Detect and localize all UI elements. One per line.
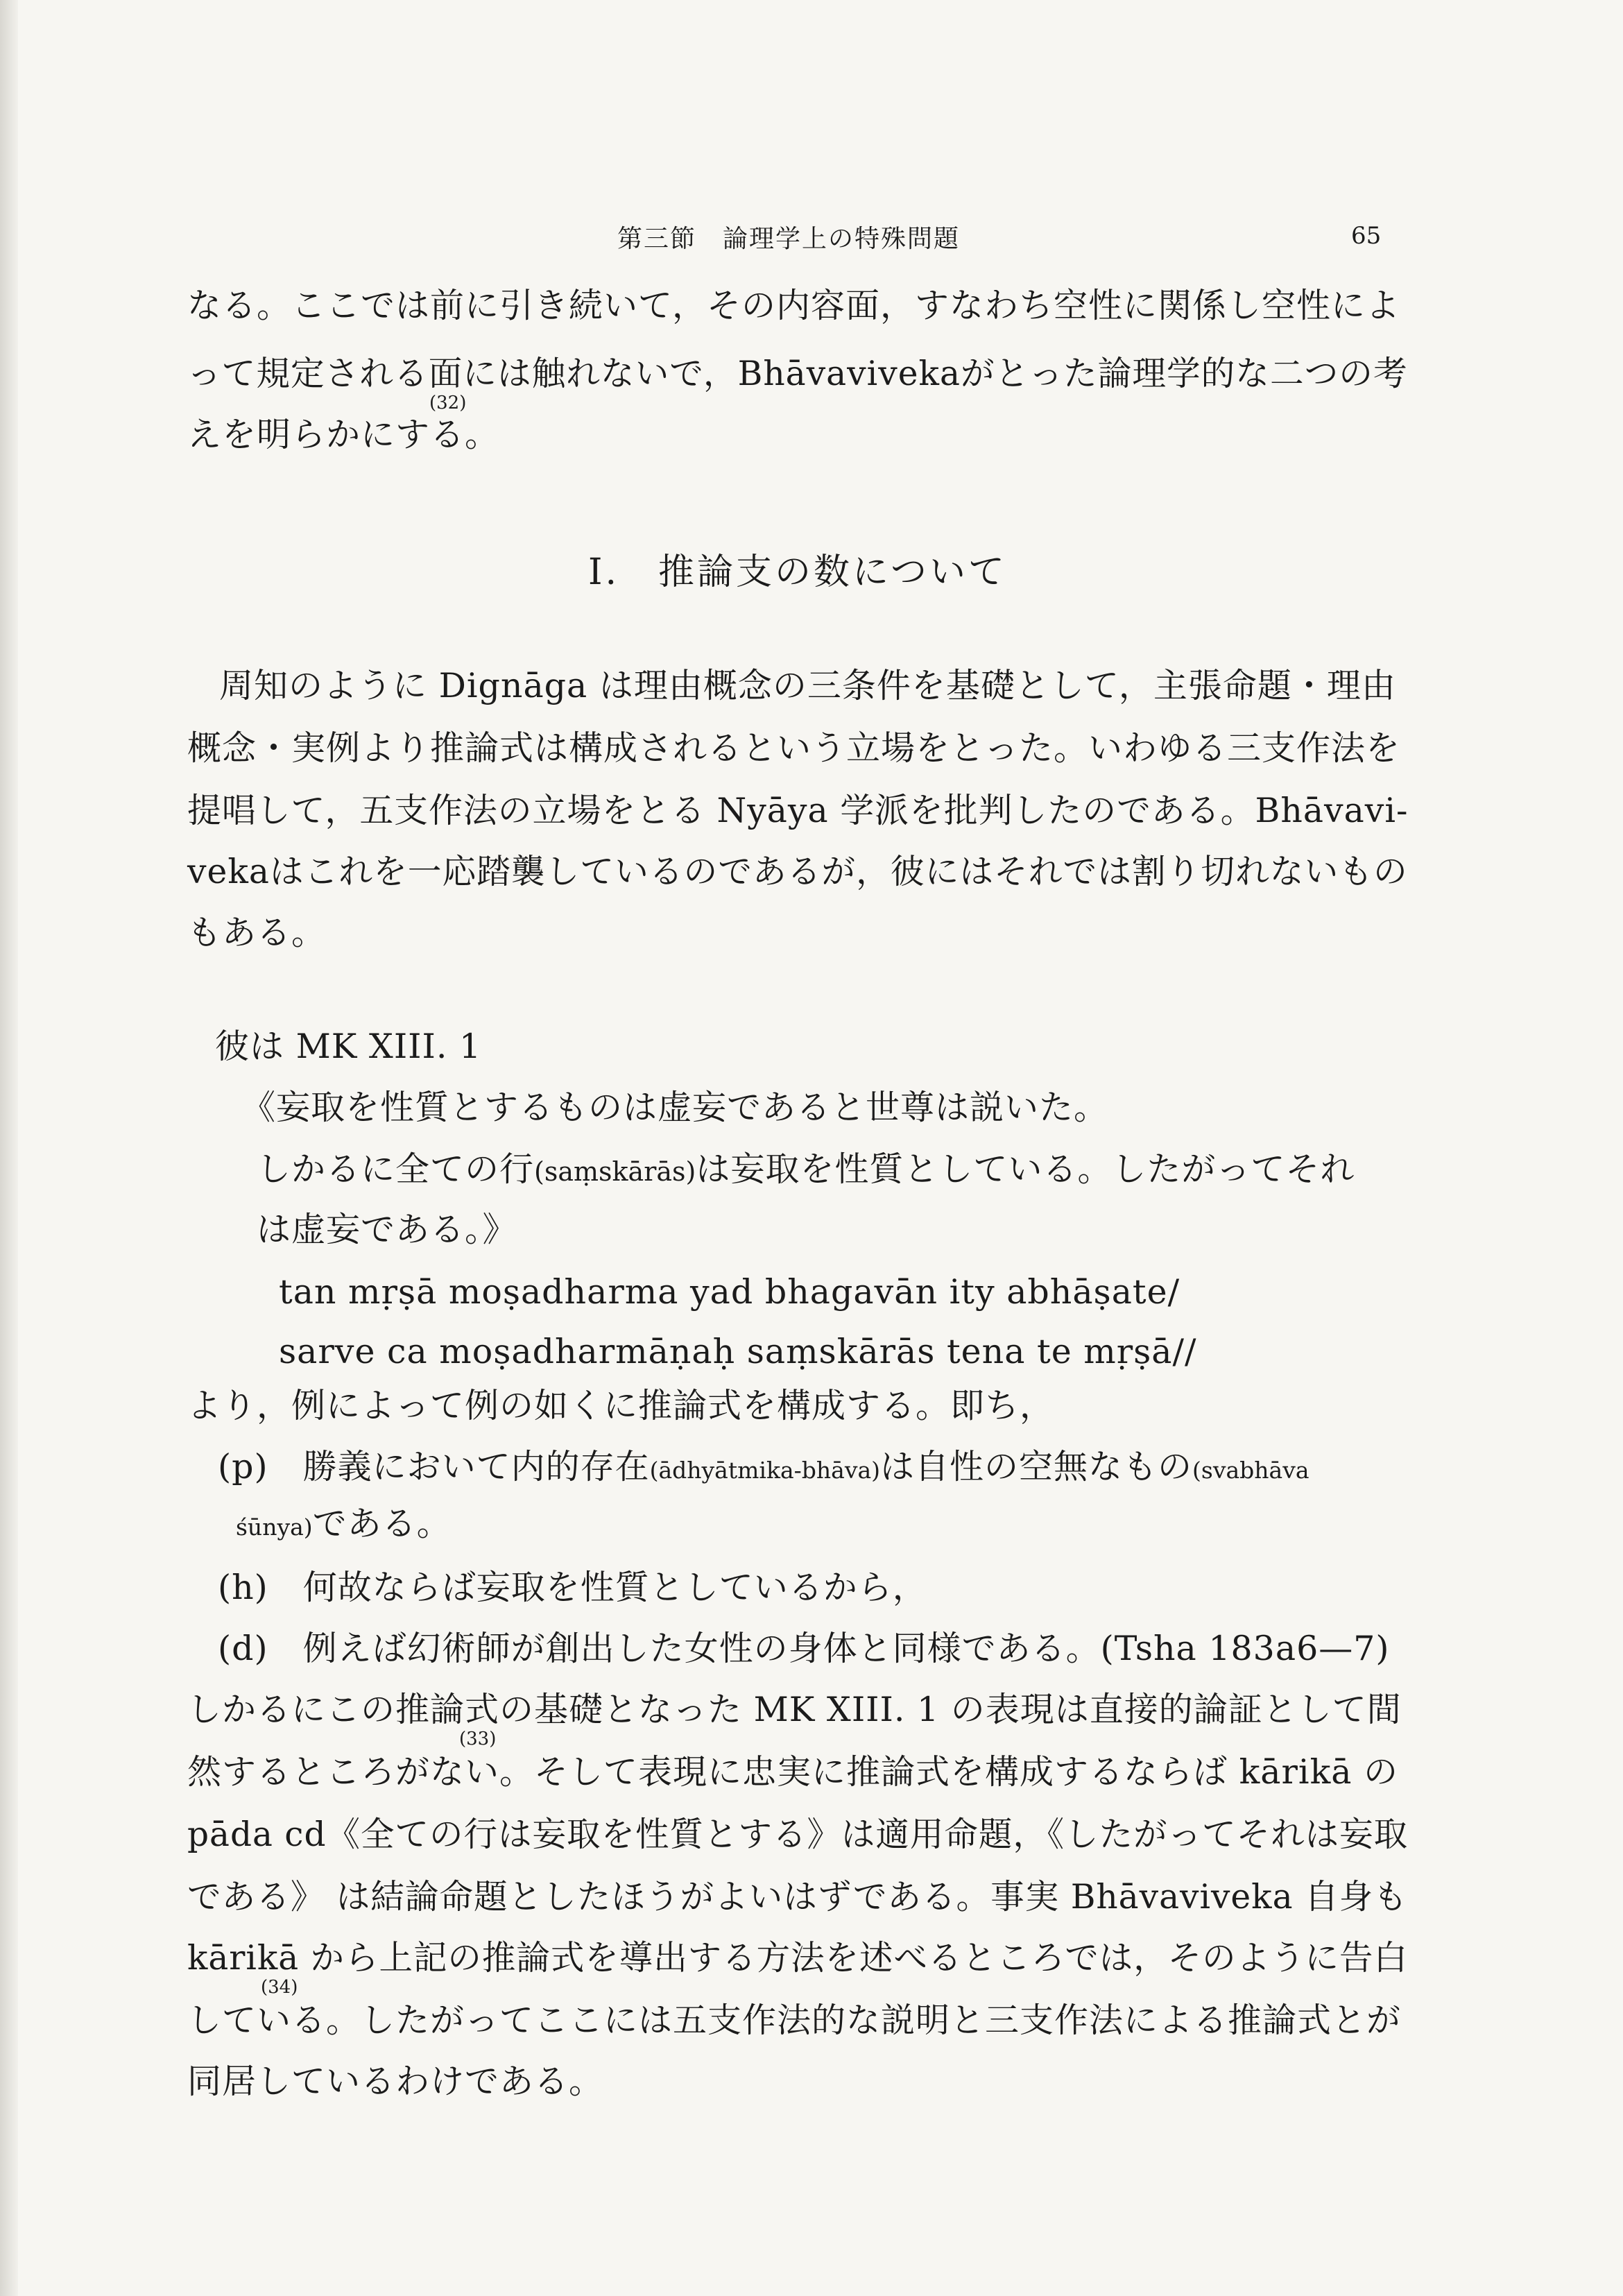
syllogism-d: (d) 例えば幻術師が創出した女性の身体と同様である。(Tsha 183a6—7) [218, 1629, 1390, 1668]
scan-binding-edge [0, 0, 18, 2296]
text-line: 然するところがない。そして表現に忠実に推論式を構成するならば kārikā の [187, 1752, 1399, 1792]
text-line: vekaはこれを一応踏襲しているのであるが，彼にはそれでは割り切れないもの [187, 852, 1408, 891]
syllogism-p-cont [236, 1502, 452, 1549]
text-line: って規定される面には触れないで，Bhāvavivekaがとった論理学的な二つの考 [187, 354, 1408, 393]
text-line: えを明らかにする。 [187, 415, 500, 454]
quote-intro: 彼は MK XIII. 1 [215, 1027, 482, 1066]
quote-text: は妄取を性質としている。したがってそれ [696, 1149, 1355, 1189]
syllogism-h: (h) 何故ならば妄取を性質としているから， [218, 1568, 927, 1607]
sanskrit-verse-line: sarve ca moṣadharmāṇaḥ saṃskārās tena te mṛṣā// [279, 1332, 1197, 1371]
text-line: である》 は結論命題としたほうがよいはずである。事実 Bhāvaviveka 自身も [187, 1877, 1408, 1917]
sanskrit-term: śūnya) [236, 1514, 313, 1541]
footnote-ref-34: (34) [261, 1977, 298, 1998]
text-line: もある。 [187, 913, 327, 952]
syllogism-text: (p) 勝義において内的存在 [218, 1447, 650, 1487]
syllogism-text: である。 [312, 1504, 452, 1543]
text-line: なる。ここでは前に引き続いて，その内容面，すなわち空性に関係し空性によ [187, 286, 1401, 325]
syllogism-p [218, 1446, 1309, 1492]
running-header [0, 219, 1623, 261]
sanskrit-term: (saṃskārās) [534, 1156, 696, 1187]
syllogism-text: は自性の空無なもの [880, 1447, 1193, 1487]
section-heading: I. 推論支の数について [587, 551, 1008, 593]
text-line: 同居しているわけである。 [187, 2062, 604, 2101]
text-line: 周知のように Dignāga は理由概念の三条件を基礎として，主張命題・理由 [219, 666, 1396, 705]
sanskrit-term: (ādhyātmika-bhāva) [649, 1457, 881, 1484]
quote-ja-line [257, 1148, 1355, 1193]
text-line: 概念・実例より推論式は構成されるという立場をとった。いわゆる三支作法を [187, 728, 1401, 768]
sanskrit-term: (svabhāva [1192, 1457, 1309, 1484]
text-line: している。したがってここには五支作法的な説明と三支作法による推論式とが [187, 2001, 1402, 2040]
text-line: pāda cd《全ての行は妄取を性質とする》は適用命題，《したがってそれは妄取 [187, 1815, 1409, 1854]
footnote-ref-32: (32) [429, 393, 467, 413]
page-number: 65 [1351, 222, 1382, 250]
text-line: しかるにこの推論式の基礎となった MK XIII. 1 の表現は直接的論証として間 [187, 1690, 1402, 1729]
running-title: 第三節 論理学上の特殊問題 [617, 225, 961, 253]
quote-text: しかるに全ての行 [257, 1149, 535, 1189]
text-line: 提唱して，五支作法の立場をとる Nyāya 学派を批判したのである。Bhāvavi- [187, 791, 1409, 830]
text-line: より，例によって例の如くに推論式を構成する。即ち， [187, 1386, 1055, 1425]
text-line: kārikā から上記の推論式を導出する方法を述べるところでは，そのように告白 [187, 1938, 1408, 1978]
sanskrit-verse-line: tan mṛṣā moṣadharma yad bhagavān ity abhāṣate/ [279, 1272, 1180, 1312]
quote-ja-line: 《妄取を性質とするものは虚妄であると世尊は説いた。 [241, 1088, 1109, 1127]
quote-ja-line: は虚妄である。》 [257, 1210, 517, 1249]
footnote-ref-33: (33) [459, 1729, 497, 1749]
